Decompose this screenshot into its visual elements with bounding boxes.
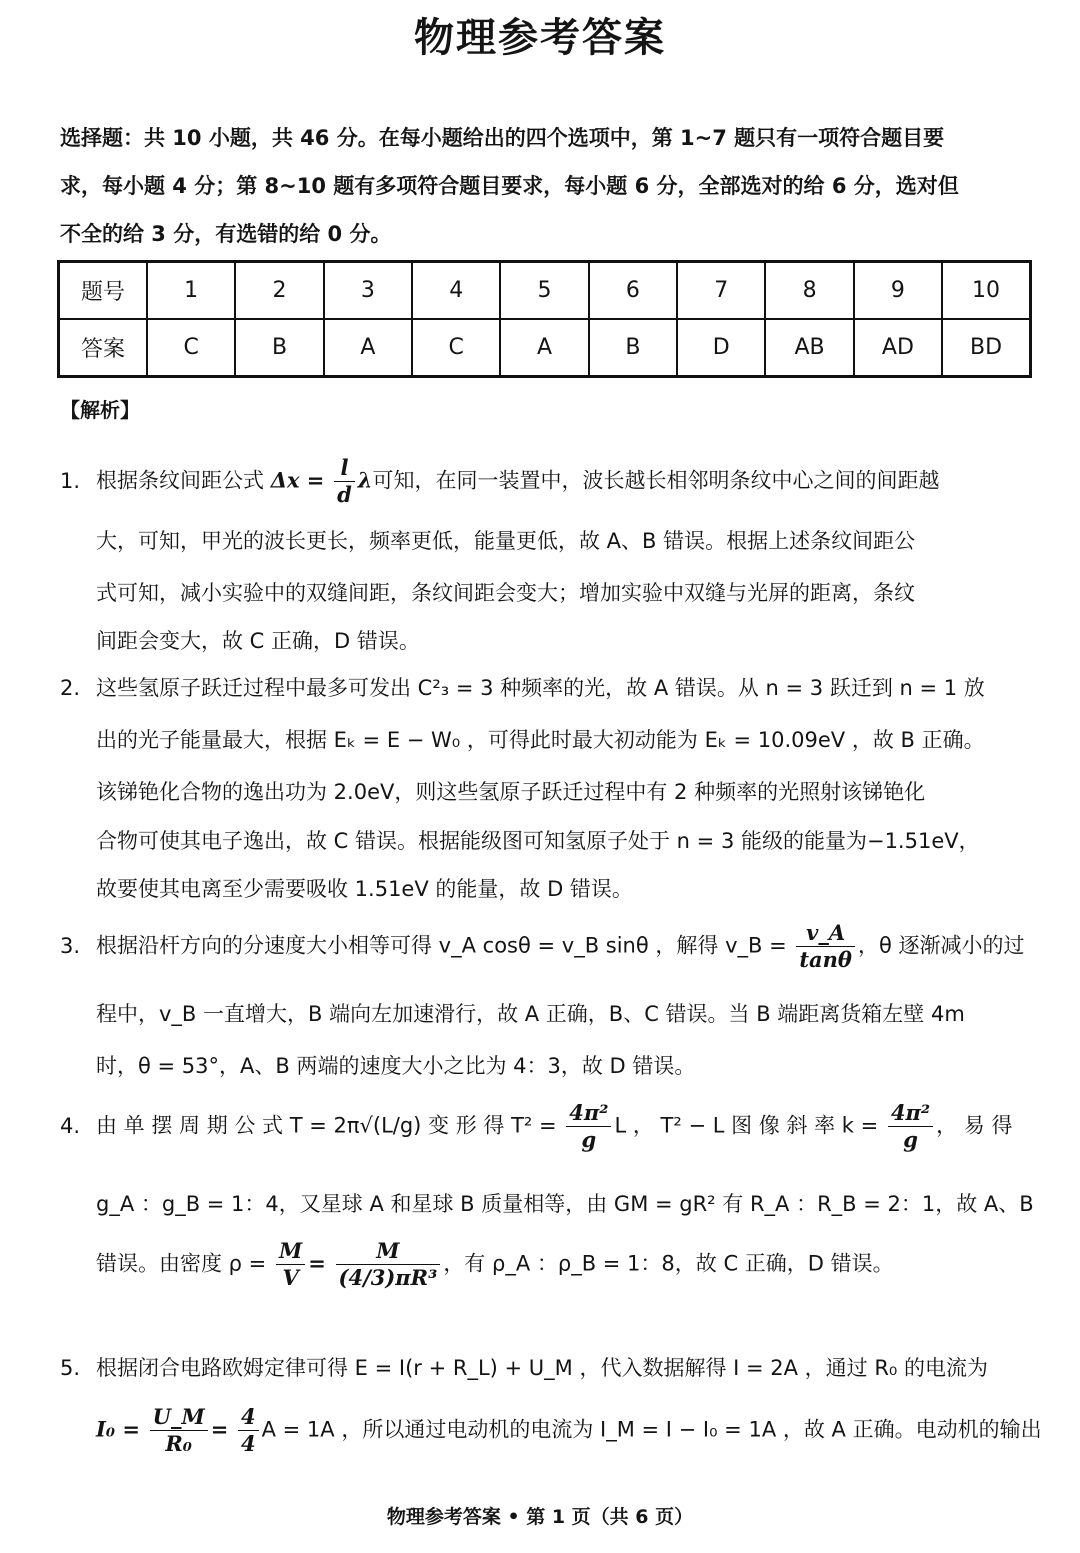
solution-line: 故要使其电离至少需要吸收 1.51eV 的能量，故 D 错误。 [96,877,633,901]
solution-text: 根据条纹间距公式 [96,468,264,493]
solution-line: 时，θ = 53°，A、B 两端的速度大小之比为 4：3，故 D 错误。 [96,1054,696,1078]
solution-text: 根据沿杆方向的分速度大小相等可得 v_A cosθ = v_B sinθ ，解得 v_B = [96,933,787,958]
formula: Δx = [270,467,325,493]
solution-text: 错误。由密度 ρ = [96,1251,267,1276]
fraction-numerator: v_A [796,920,855,947]
row-header-number: 题号 [59,262,148,320]
solution-line: 式可知，减小实验中的双缝间距，条纹间距会变大；增加实验中双缝与光屏的距离，条纹 [96,581,915,605]
fraction-denominator: tanθ [799,947,852,972]
solution-line: g_A ：g_B = 1：4，又星球 A 和星球 B 质量相等，由 GM = gR² 有 R_A ：R_B = 2：1，故 A、B [96,1192,1034,1216]
fraction-numerator: 4 [238,1404,259,1431]
question-number-cell: 8 [765,262,853,320]
intro-paragraph [60,114,1035,258]
answer-cell: AB [765,319,853,377]
fraction [238,1404,259,1457]
answer-cell: A [500,319,588,377]
solution-line [60,455,940,508]
solution-line: 间距会变大，故 C 正确，D 错误。 [96,629,420,653]
answer-cell: BD [942,319,1030,377]
fraction-numerator: M [336,1238,441,1265]
solution-line: 程中，v_B 一直增大，B 端向左加速滑行，故 A 正确，B、C 错误。当 B 端距离货箱左壁 4m [96,1002,965,1026]
question-number-cell: 2 [235,262,323,320]
solution-text: 这些氢原子跃迁过程中最多可发出 C²₃ = 3 种频率的光，故 A 错误。从 n = 3 跃迁到 n = 1 放 [96,676,985,700]
answer-table [57,260,1032,378]
intro-line: 不全的给 3 分，有选错的给 0 分。 [60,222,392,246]
item-number: 2. [60,676,81,700]
question-number-cell: 5 [500,262,588,320]
fraction-denominator: (4/3)πR³ [338,1265,438,1290]
solution-text: ，θ 逐渐减小的过 [857,933,1025,958]
solution-line [60,920,1024,973]
solution-line [96,1238,894,1291]
solution-text: ， 易 得 [936,1113,1013,1138]
answer-cell: C [412,319,500,377]
intro-line: 求，每小题 4 分；第 8~10 题有多项符合题目要求，每小题 6 分，全部选对的给 6 分，选对但 [60,174,959,198]
equals-sign: = [308,1250,326,1276]
page-footer: 物理参考答案 • 第 1 页（共 6 页） [386,1506,694,1528]
row-header-answer: 答案 [59,319,148,377]
solution-line: 合物可使其电子逸出，故 C 错误。根据能级图可知氢原子处于 n = 3 能级的能量为−1.51eV， [96,829,980,853]
analysis-heading: 【解析】 [60,398,140,422]
item-number: 3. [60,933,81,958]
solution-line: 大，可知，甲光的波长更长，频率更低，能量更低，故 A、B 错误。根据上述条纹间距公 [96,529,916,553]
fraction-numerator: U_M [150,1404,208,1431]
solution-line [96,1404,1042,1457]
answer-cell: A [324,319,412,377]
fraction [566,1100,611,1153]
answer-row [59,319,1031,377]
item-number: 1. [60,468,81,493]
fraction [276,1238,305,1291]
question-number-cell: 7 [677,262,765,320]
solution-line [60,1352,988,1382]
fraction-denominator: 4 [240,1431,256,1456]
intro-line: 选择题：共 10 小题，共 46 分。在每小题给出的四个选项中，第 1~7 题只有一项符合题目要 [60,126,945,150]
fraction-numerator: 4π² [566,1100,611,1127]
solution-text: A = 1A ，所以通过电动机的电流为 I_M = I − I₀ = 1A ，故 A 正确。电动机的输出 [261,1417,1042,1442]
answer-cell: B [589,319,677,377]
item-number: 5. [60,1356,81,1380]
answer-cell: D [677,319,765,377]
question-number-cell: 3 [324,262,412,320]
fraction [796,920,855,973]
fraction-denominator: g [903,1127,918,1152]
formula: λ [357,467,373,493]
fraction [150,1404,208,1457]
answer-cell: AD [854,319,942,377]
question-number-cell: 6 [589,262,677,320]
fraction-numerator: M [276,1238,305,1265]
fraction-denominator: d [337,482,352,507]
fraction-numerator: 4π² [888,1100,933,1127]
fraction [336,1238,441,1291]
solution-text: 根据闭合电路欧姆定律可得 E = I(r + R_L) + U_M ，代入数据解得 I = 2A ，通过 R₀ 的电流为 [96,1356,989,1380]
question-number-cell: 1 [147,262,235,320]
fraction [334,455,355,508]
question-number-row [59,262,1031,320]
answer-cell: C [147,319,235,377]
equals-sign: = [210,1416,229,1442]
solution-line: 出的光子能量最大，根据 Eₖ = E − W₀ ，可得此时最大初动能为 Eₖ = 10.09eV ，故 B 正确。 [96,728,985,752]
fraction-numerator: l [334,455,355,482]
solution-line [60,672,985,702]
item-number: 4. [60,1113,81,1138]
question-number-cell: 4 [412,262,500,320]
fraction-denominator: g [581,1127,597,1152]
solution-text: 由 单 摆 周 期 公 式 T = 2π√(L/g) 变 形 得 T² = [96,1113,557,1138]
formula: I₀ = [96,1416,140,1442]
fraction [888,1100,933,1153]
solution-text: 可知，在同一装置中，波长越长相邻明条纹中心之间的间距越 [372,468,940,493]
fraction-denominator: V [282,1265,299,1290]
fraction-denominator: R₀ [165,1431,192,1456]
solution-text: L ， T² − L 图 像 斜 率 k = [614,1113,879,1138]
page-title: 物理参考答案 [414,15,666,61]
solution-line: 该锑铯化合物的逸出功为 2.0eV，则这些氢原子跃迁过程中有 2 种频率的光照射该锑铯化 [96,780,926,804]
solution-line [60,1100,1012,1153]
question-number-cell: 10 [942,262,1030,320]
answer-cell: B [235,319,323,377]
solution-text: ，有 ρ_A ：ρ_B = 1：8，故 C 正确，D 错误。 [443,1251,894,1276]
question-number-cell: 9 [854,262,942,320]
